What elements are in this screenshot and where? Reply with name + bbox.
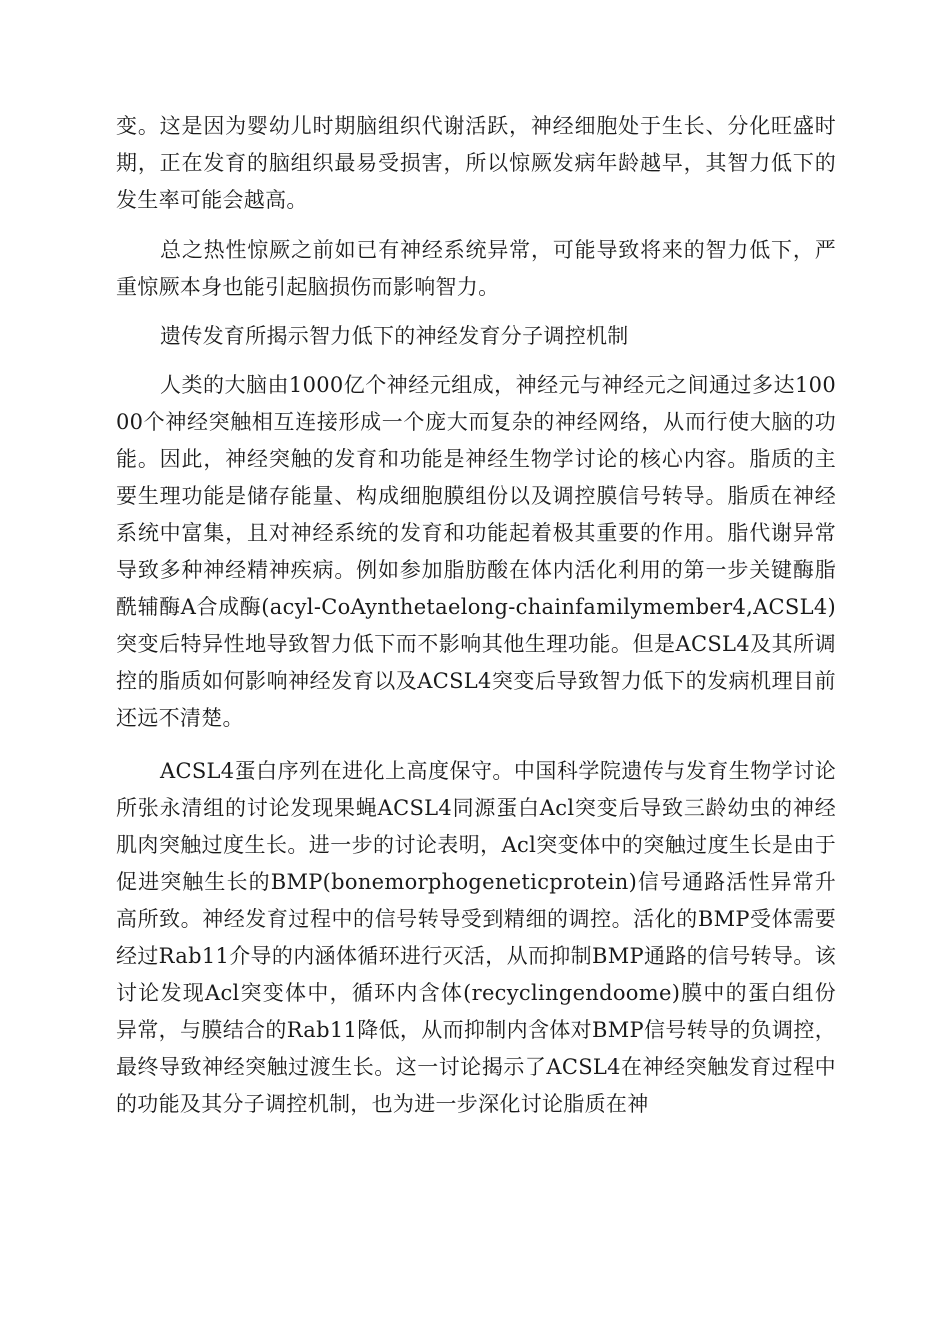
paragraph-brain-lipids: 人类的大脑由1000亿个神经元组成，神经元与神经元之间通过多达10000个神经突触相互连接形成一个庞大而复杂的神经网络，从而行使大脑的功能。因此，神经突触的发育和功能是神经生物学讨论的核心内容。脂质的主要生理功能是储存能量、构成细胞膜组份以及调控膜信号转导。脂质在神经系统中富集，且对神经系统的发育和功能起着极其重要的作用。脂代谢异常导致多种神经精神疾病。例如参加脂肪酸在体内活化利用的第一步关键酶脂酰辅酶A合成酶(acyl-CoAynthetaelong-chainfamilymember4,ACSL4)突变后特异性地导致智力低下而不影响其他生理功能。但是ACSL4及其所调控的脂质如何影响神经发育以及ACSL4突变后导致智力低下的发病机理目前还远不清楚。: [116, 373, 836, 730]
paragraph-acsl4-research: ACSL4蛋白序列在进化上高度保守。中国科学院遗传与发育生物学讨论所张永清组的讨论发现果蝇ACSL4同源蛋白Acl突变后导致三龄幼虫的神经肌肉突触过度生长。进一步的讨论表明，Acl突变体中的突触过度生长是由于促进突触生长的BMP(bonemorphogeneticprotein)信号通路活性异常升高所致。神经发育过程中的信号转导受到精细的调控。活化的BMP受体需要经过Rab11介导的内涵体循环进行灭活，从而抑制BMP通路的信号转导。该讨论发现Acl突变体中，循环内含体(recyclingendoome)膜中的蛋白组份异常，与膜结合的Rab11降低，从而抑制内含体对BMP信号转导的负调控，最终导致神经突触过渡生长。这一讨论揭示了ACSL4在神经突触发育过程中的功能及其分子调控机制，也为进一步深化讨论脂质在神: [116, 759, 836, 1116]
paragraph-summary: 总之热性惊厥之前如已有神经系统异常，可能导致将来的智力低下，严重惊厥本身也能引起脑损伤而影响智力。: [116, 238, 836, 299]
section-heading: 遗传发育所揭示智力低下的神经发育分子调控机制: [160, 324, 629, 348]
document-page: [116, 108, 836, 1123]
paragraph-continuation: 变。这是因为婴幼儿时期脑组织代谢活跃，神经细胞处于生长、分化旺盛时期，正在发育的脑组织最易受损害，所以惊厥发病年龄越早，其智力低下的发生率可能会越高。: [116, 114, 836, 212]
